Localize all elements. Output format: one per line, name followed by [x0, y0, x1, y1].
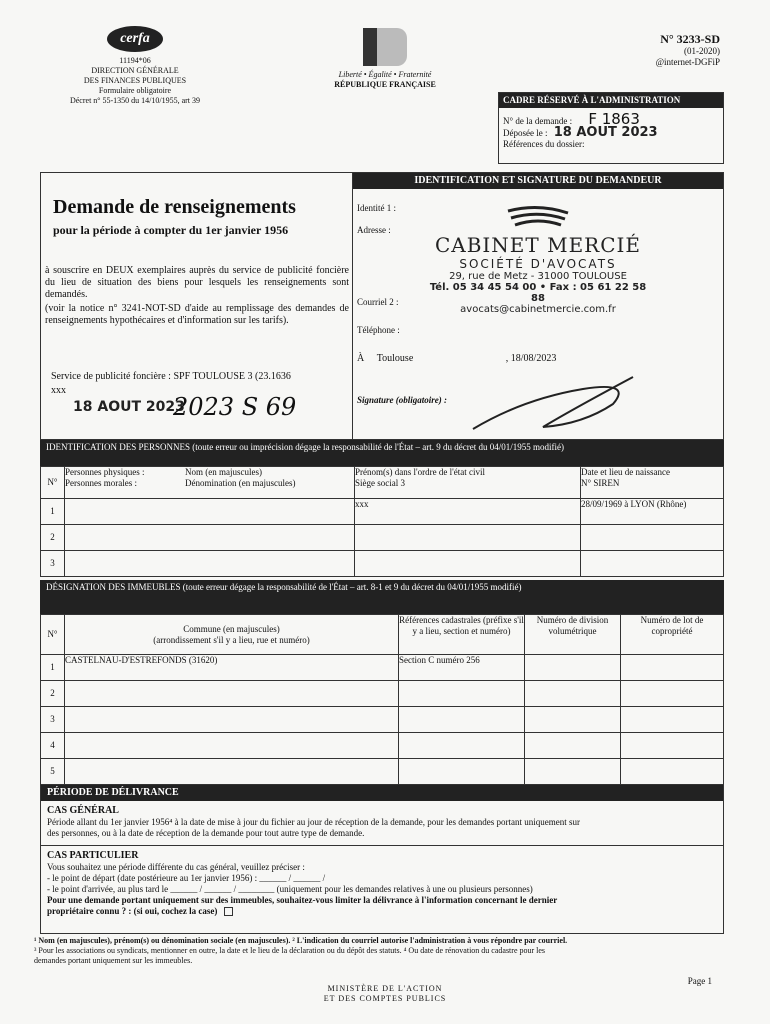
commune-label: Commune (en majuscules) [183, 623, 280, 634]
city-value: Toulouse [376, 353, 414, 364]
demande-value: F 1863 [588, 110, 640, 128]
persons-section-title: IDENTIFICATION DES PERSONNES (toute erreur ou imprécision dégage la responsabilité de l'État – art. 9 du décret du 04/01/1955 modifié) [40, 440, 724, 466]
form-title: Demande de renseignements [53, 196, 296, 218]
immeubles-table [40, 614, 724, 785]
cabinet-email: avocats@cabinetmercie.com.fr [460, 304, 616, 315]
morales-label: Personnes morales : [65, 478, 137, 488]
row-prenoms[interactable] [355, 525, 581, 551]
decret-text: Décret n° 55-1350 du 14/10/1955, art 39 [69, 96, 201, 105]
admin-box [498, 92, 724, 164]
row-cadastre[interactable] [399, 707, 525, 733]
date-value: , 18/08/2023 [505, 353, 557, 364]
col-lot: Numéro de lot de copropriété [621, 615, 724, 655]
table-row [41, 733, 724, 759]
col-num: N° [41, 467, 65, 499]
signature-label-text: Signature (obligatoire) : [357, 395, 448, 405]
identite-label: Identité 1 : [357, 203, 396, 213]
table-row [41, 551, 724, 577]
row-commune[interactable] [65, 707, 399, 733]
immeubles-header-row [41, 615, 724, 655]
left-panel [41, 173, 353, 439]
adresse-label: Adresse : [357, 225, 391, 235]
table-row [41, 525, 724, 551]
deposee-line [499, 127, 723, 139]
row-num: 4 [41, 733, 65, 759]
cabinet-logo-icon [503, 203, 573, 229]
row-num: 2 [41, 525, 65, 551]
notice-text: (voir la notice n° 3241-NOT-SD d'aide au remplissage des demandes de renseignements hypothécaires et d'information sur les tarifs). [45, 303, 349, 326]
dernier-proprietaire-checkbox[interactable] [224, 907, 233, 916]
row-nom[interactable] [65, 499, 355, 525]
direction-line1: DIRECTION GÉNÉRALE [91, 66, 179, 75]
footnote-2: ³ Pour les associations ou syndicats, mentionner en outre, la date et le lieu de la déclaration ou du dépôt des statuts. ⁴ Ou date de rénovation du cadastre pour les [34, 946, 546, 955]
row-num: 3 [41, 551, 65, 577]
row-lot[interactable] [621, 733, 724, 759]
cp-line5-text: propriétaire connu ? : (si oui, cochez la case) [47, 906, 218, 916]
prenoms-label: Prénom(s) dans l'ordre de l'état civil [355, 467, 485, 477]
footnote-1: ¹ Nom (en majuscules), prénom(s) ou dénomination sociale (en majuscules). ² L'indication du courriel autorise l'administration à vous répondre par courriel. [34, 936, 568, 945]
identification-signature-title: IDENTIFICATION ET SIGNATURE DU DEMANDEUR [353, 173, 723, 189]
row-lot[interactable] [621, 759, 724, 785]
cas-particulier-title: CAS PARTICULIER [47, 850, 139, 861]
cas-general-title: CAS GÉNÉRAL [47, 805, 119, 816]
row-lot[interactable] [621, 681, 724, 707]
intro-text: à souscrire en DEUX exemplaires auprès du service de publicité foncière du lieu de situation des biens pour lesquels les renseignements sont demandés. [45, 265, 349, 300]
col-prenoms [355, 467, 581, 499]
admin-box-title: CADRE RÉSERVÉ À L'ADMINISTRATION [499, 93, 723, 108]
service-label: Service de publicité foncière : SPF TOULOUSE 3 (23.1636 [51, 371, 291, 382]
signature-scribble [463, 369, 643, 439]
physiques-label: Personnes physiques : [65, 467, 145, 477]
references-label: Références du dossier: [503, 139, 585, 149]
col-cadastre: Références cadastrales (préfixe s'il y a lieu, section et numéro) [399, 615, 525, 655]
cas-general-text1: Période allant du 1er janvier 1956⁴ à la date de mise à jour du fichier au jour de réception de la demande, pour les demandes portant uniquement sur [47, 817, 580, 827]
cerfa-logo: cerfa [107, 26, 163, 52]
cas-general-text2: des personnes, ou à la date de réception de la demande pour tout autre type de demande. [47, 828, 365, 838]
row-division[interactable] [525, 655, 621, 681]
row-naissance[interactable] [581, 551, 724, 577]
place-date-line [357, 353, 717, 365]
courriel-label: Courriel 2 : [357, 297, 399, 307]
row-division[interactable] [525, 759, 621, 785]
periode-section-title: PÉRIODE DE DÉLIVRANCE [41, 785, 723, 801]
date-lieu-label: Date et lieu de naissance [581, 467, 670, 477]
col-nom [65, 467, 355, 499]
immeubles-section-title: DÉSIGNATION DES IMMEUBLES (toute erreur dégage la responsabilité de l'État – art. 8-1 et 9 du décret du 04/01/1955 modifié) [40, 580, 724, 614]
arrondissement-label: (arrondissement s'il y a lieu, rue et numéro) [153, 634, 310, 645]
table-row [41, 655, 724, 681]
siege-label: Siège social 3 [355, 478, 405, 488]
row-division[interactable] [525, 733, 621, 759]
table-row [41, 681, 724, 707]
page-number: Page 1 [687, 976, 712, 986]
row-nom[interactable] [65, 525, 355, 551]
row-lot[interactable] [621, 655, 724, 681]
ministere-line1: MINISTÈRE DE L'ACTION [327, 984, 443, 993]
cp-line5 [47, 906, 717, 917]
col-num: N° [41, 615, 65, 655]
col-naissance [581, 467, 724, 499]
cp-start-line[interactable]: - le point de départ (date postérieure au 1er janvier 1956) : ______ / ______ / [47, 873, 326, 883]
row-nom[interactable] [65, 551, 355, 577]
col-commune [65, 615, 399, 655]
row-division[interactable] [525, 707, 621, 733]
cp-end-line[interactable]: - le point d'arrivée, au plus tard le ______ / ______ / ________ (uniquement pour les demandes relatives à une ou plusieurs personnes) [47, 884, 533, 894]
table-row [41, 499, 724, 525]
form-subtitle: pour la période à compter du 1er janvier 1956 [53, 223, 289, 237]
cabinet-sub: SOCIÉTÉ D'AVOCATS [459, 257, 617, 271]
row-prenoms[interactable]: xxx [355, 499, 581, 525]
row-cadastre[interactable]: Section C numéro 256 [399, 655, 525, 681]
row-cadastre[interactable] [399, 681, 525, 707]
service-cont: xxx [51, 385, 66, 396]
cerfa-number: 11194*06 [119, 56, 151, 65]
a-label: À [357, 353, 365, 364]
signature-label [357, 395, 447, 406]
footnotes [34, 936, 724, 966]
cerfa-header [40, 26, 230, 106]
row-num: 1 [41, 499, 65, 525]
handwritten-number: 2023 S 69 [173, 393, 297, 421]
row-prenoms[interactable] [355, 551, 581, 577]
row-num: 3 [41, 707, 65, 733]
form-source: @internet-DGFiP [655, 57, 720, 67]
deposee-label: Déposée le : [503, 128, 548, 138]
nom-label: Nom (en majuscules) [185, 467, 262, 477]
row-num: 2 [41, 681, 65, 707]
cp-line4: Pour une demande portant uniquement sur des immeubles, souhaitez-vous limiter la délivrance à l'information concernant le dernier [47, 895, 558, 905]
cabinet-phone: Tél. 05 34 45 54 00 • Fax : 05 61 22 58 88 [429, 282, 647, 304]
form-date: (01-2020) [684, 46, 720, 56]
row-commune[interactable] [65, 759, 399, 785]
row-naissance[interactable]: 28/09/1969 à LYON (Rhône) [581, 499, 724, 525]
row-cadastre[interactable] [399, 733, 525, 759]
row-num: 5 [41, 759, 65, 785]
ministere-logo [290, 984, 480, 1004]
table-row [41, 759, 724, 785]
row-division[interactable] [525, 681, 621, 707]
siren-label: N° SIREN [581, 478, 620, 488]
row-commune[interactable] [65, 681, 399, 707]
form-id-block [656, 32, 720, 68]
top-section [40, 172, 724, 440]
telephone-label: Téléphone : [357, 325, 400, 335]
marianne-logo [363, 28, 407, 66]
cabinet-name: CABINET MERCIÉ [434, 233, 642, 257]
republique-text: RÉPUBLIQUE FRANÇAISE [334, 80, 436, 89]
row-cadastre[interactable] [399, 759, 525, 785]
col-division: Numéro de division volumétrique [525, 615, 621, 655]
periode-section [40, 784, 724, 934]
row-num: 1 [41, 655, 65, 681]
marianne-logo-block [320, 28, 450, 90]
cabinet-address: 29, rue de Metz - 31000 TOULOUSE [449, 271, 627, 282]
row-lot[interactable] [621, 707, 724, 733]
denomination-label: Dénomination (en majuscules) [185, 478, 296, 488]
deposee-stamp: 18 AOUT 2023 [553, 125, 658, 140]
persons-table [40, 466, 724, 577]
right-panel [353, 173, 723, 439]
cabinet-stamp [423, 203, 653, 315]
left-stamp-date: 18 AOUT 2023 [73, 399, 185, 415]
row-naissance[interactable] [581, 525, 724, 551]
form-number: N° 3233-SD [660, 32, 720, 46]
footnote-3: demandes portant uniquement sur les immeubles. [34, 956, 193, 965]
cp-line1: Vous souhaitez une période différente du cas général, veuillez préciser : [47, 862, 305, 872]
direction-line2: DES FINANCES PUBLIQUES [83, 76, 187, 85]
formulaire-text: Formulaire obligatoire [98, 86, 172, 95]
row-commune[interactable] [65, 733, 399, 759]
row-commune[interactable]: CASTELNAU-D'ESTREFONDS (31620) [65, 655, 399, 681]
motto-text: Liberté • Égalité • Fraternité [338, 70, 432, 79]
persons-header-row [41, 467, 724, 499]
ministere-line2: ET DES COMPTES PUBLICS [323, 994, 447, 1003]
demande-label: N° de la demande : [503, 116, 573, 126]
table-row [41, 707, 724, 733]
